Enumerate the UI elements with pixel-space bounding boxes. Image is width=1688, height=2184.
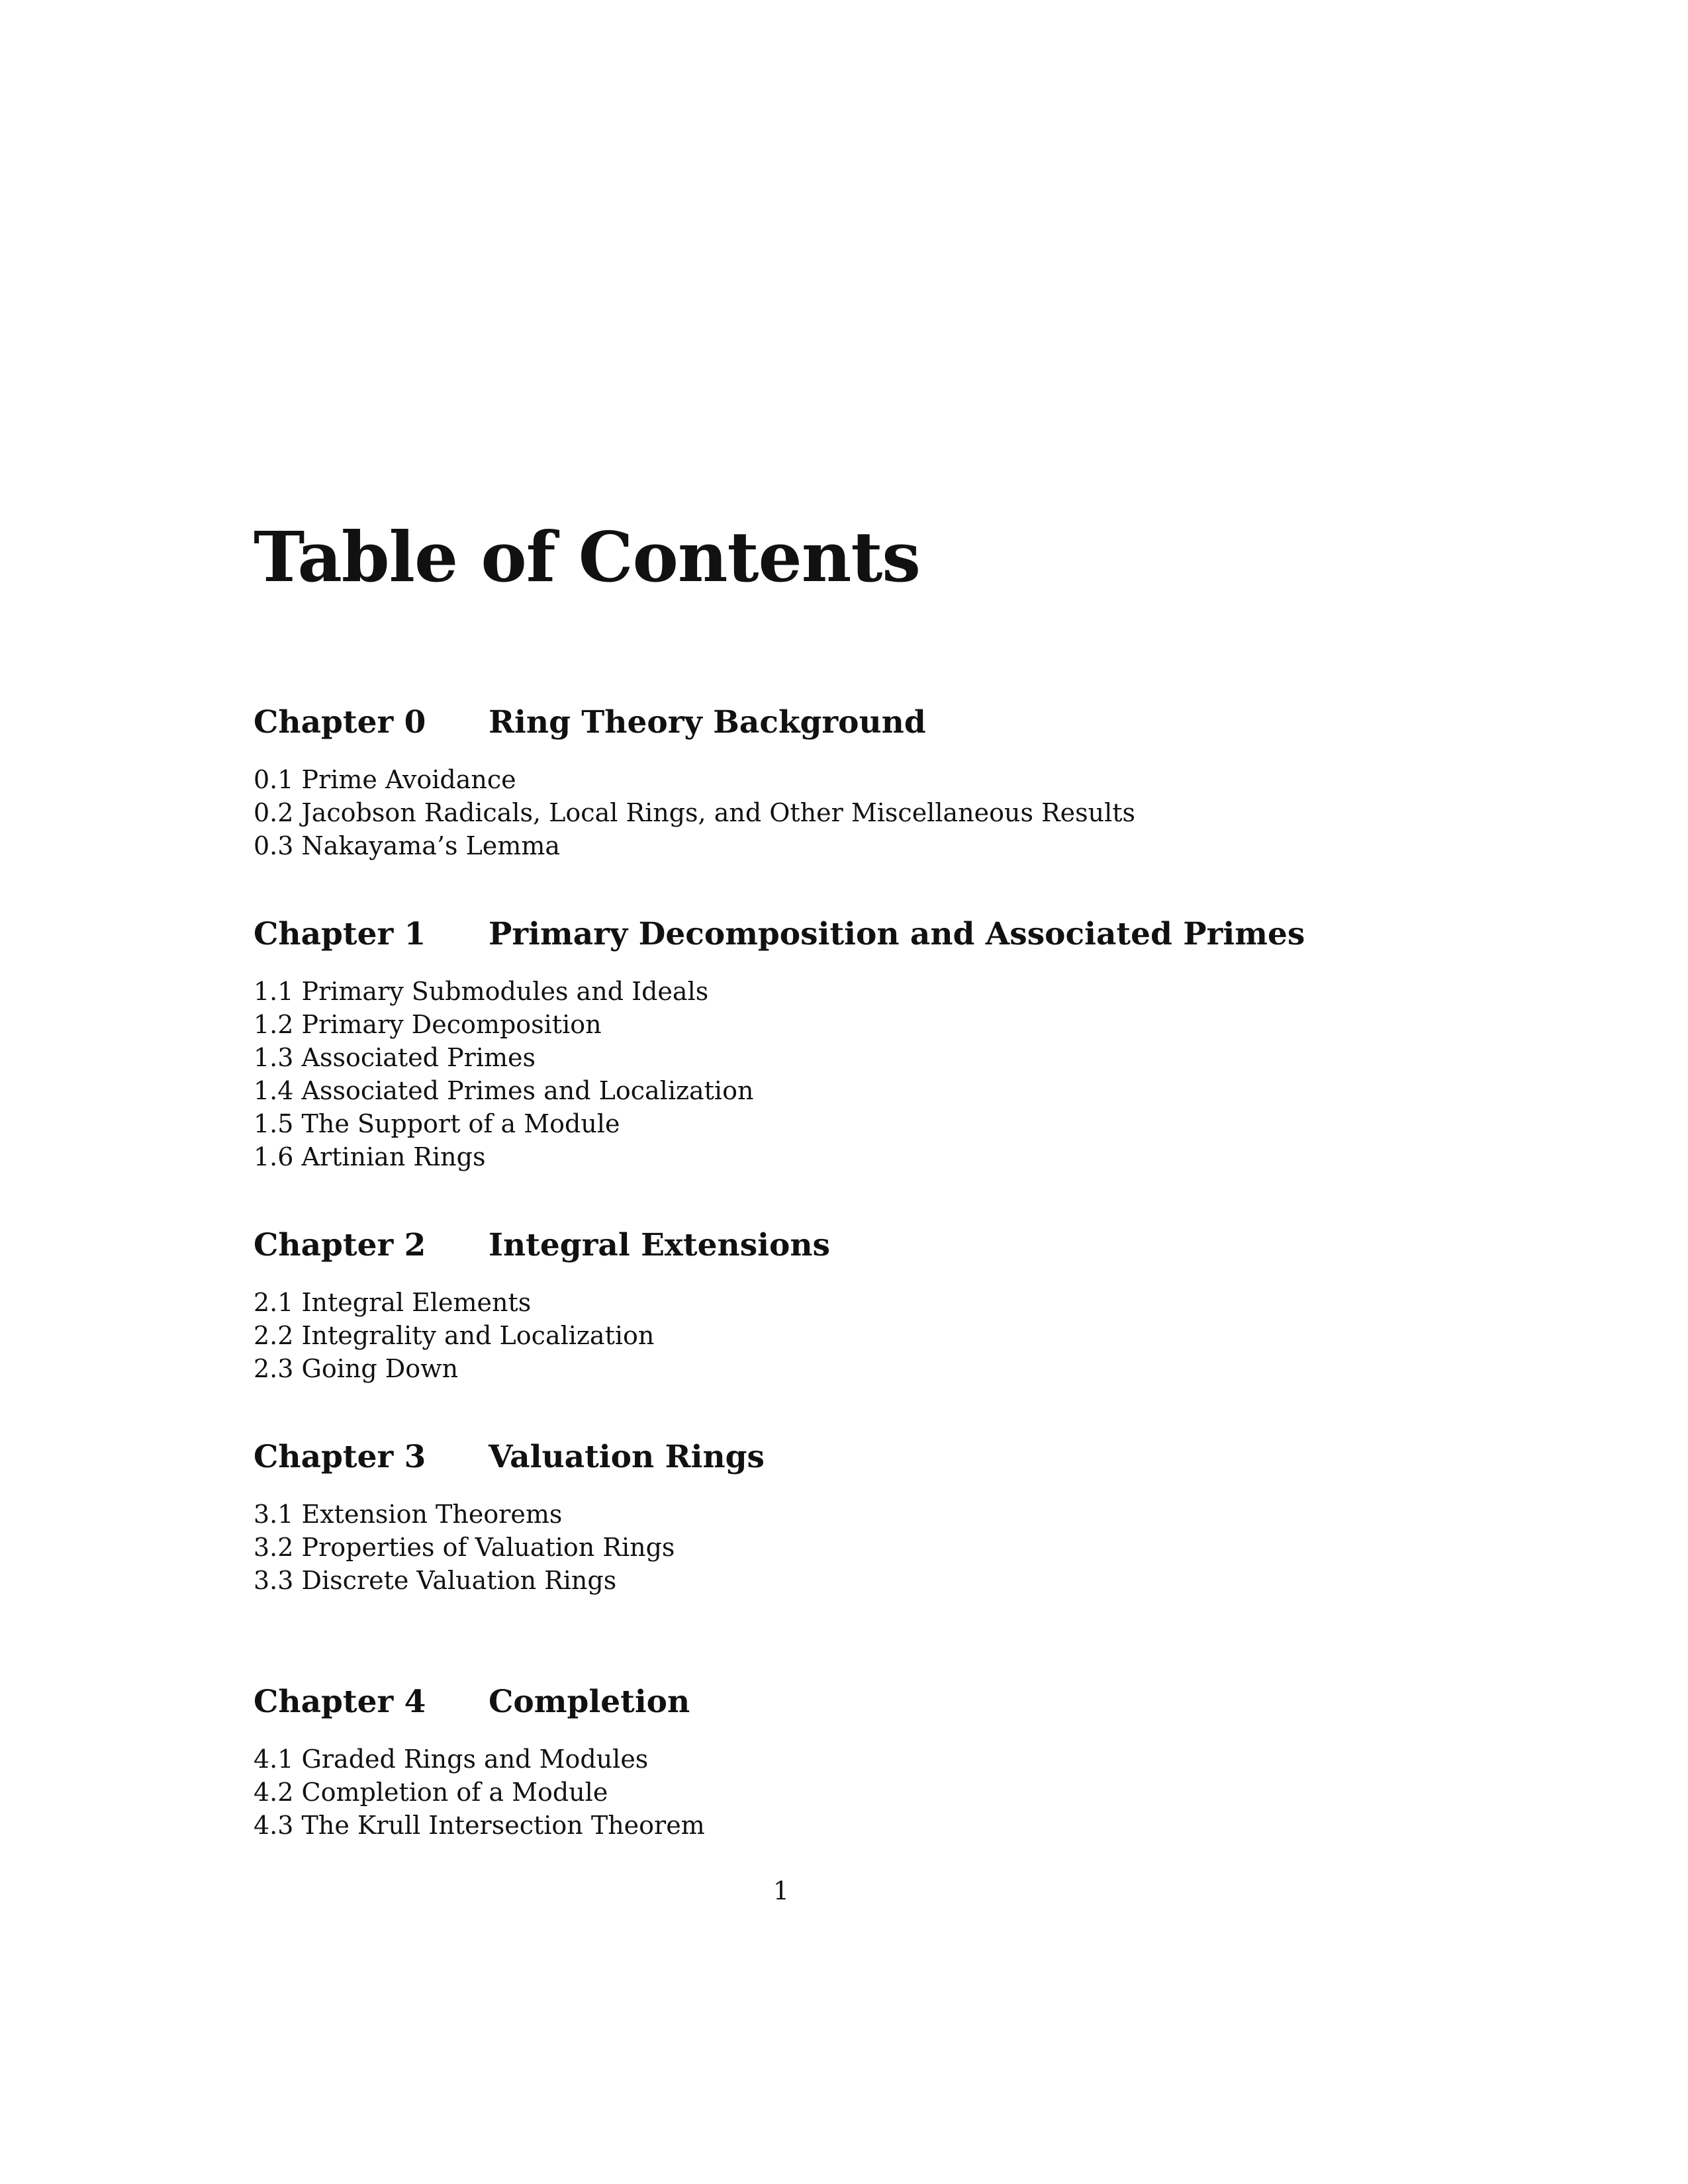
chapter-label: Chapter 4 bbox=[254, 1684, 426, 1720]
page-number: 1 bbox=[773, 1876, 790, 1905]
chapter-heading bbox=[254, 1441, 1511, 1473]
chapter-heading bbox=[254, 1227, 1511, 1263]
chapter-4 bbox=[254, 1686, 1511, 1842]
section-item: 1.4 Associated Primes and Localization bbox=[254, 1076, 754, 1105]
section-item: 1.6 Artinian Rings bbox=[254, 1142, 486, 1171]
section-item: 4.2 Completion of a Module bbox=[254, 1778, 608, 1807]
section-list bbox=[254, 1286, 1511, 1385]
chapter-2 bbox=[254, 1227, 1511, 1385]
chapter-3 bbox=[254, 1441, 1511, 1597]
section-list bbox=[254, 975, 1511, 1173]
chapter-heading bbox=[254, 704, 1511, 741]
section-item: 2.1 Integral Elements bbox=[254, 1288, 532, 1317]
chapter-0 bbox=[254, 704, 1511, 862]
page-title: Table of Contents bbox=[254, 516, 920, 598]
section-list bbox=[254, 1498, 1511, 1597]
section-item: 1.2 Primary Decomposition bbox=[254, 1010, 602, 1039]
chapter-title: Primary Decomposition and Associated Primes bbox=[489, 916, 1305, 952]
chapter-title: Ring Theory Background bbox=[489, 704, 926, 741]
chapter-1 bbox=[254, 916, 1511, 1173]
chapter-label: Chapter 1 bbox=[254, 916, 426, 952]
section-item: 4.1 Graded Rings and Modules bbox=[254, 1745, 649, 1774]
section-item: 1.5 The Support of a Module bbox=[254, 1109, 620, 1138]
chapter-label: Chapter 2 bbox=[254, 1227, 426, 1263]
section-item: 3.1 Extension Theorems bbox=[254, 1500, 563, 1529]
section-item: 2.2 Integrality and Localization bbox=[254, 1321, 655, 1350]
section-item: 0.2 Jacobson Radicals, Local Rings, and Other Miscellaneous Results bbox=[254, 798, 1136, 827]
section-item: 0.1 Prime Avoidance bbox=[254, 765, 516, 794]
chapter-title: Integral Extensions bbox=[489, 1227, 830, 1263]
section-list bbox=[254, 763, 1511, 862]
chapter-heading bbox=[254, 916, 1511, 952]
chapter-title: Completion bbox=[489, 1684, 690, 1720]
section-item: 4.3 The Krull Intersection Theorem bbox=[254, 1811, 705, 1840]
section-item: 3.2 Properties of Valuation Rings bbox=[254, 1533, 675, 1562]
chapter-label: Chapter 3 bbox=[254, 1439, 426, 1475]
section-item: 1.1 Primary Submodules and Ideals bbox=[254, 977, 709, 1006]
chapter-heading bbox=[254, 1684, 1511, 1720]
chapter-title: Valuation Rings bbox=[489, 1439, 765, 1475]
section-item: 1.3 Associated Primes bbox=[254, 1043, 536, 1072]
section-item: 3.3 Discrete Valuation Rings bbox=[254, 1566, 617, 1595]
chapter-label: Chapter 0 bbox=[254, 704, 426, 741]
section-item: 0.3 Nakayama’s Lemma bbox=[254, 831, 561, 860]
section-list bbox=[254, 1743, 1511, 1842]
section-item: 2.3 Going Down bbox=[254, 1354, 459, 1383]
